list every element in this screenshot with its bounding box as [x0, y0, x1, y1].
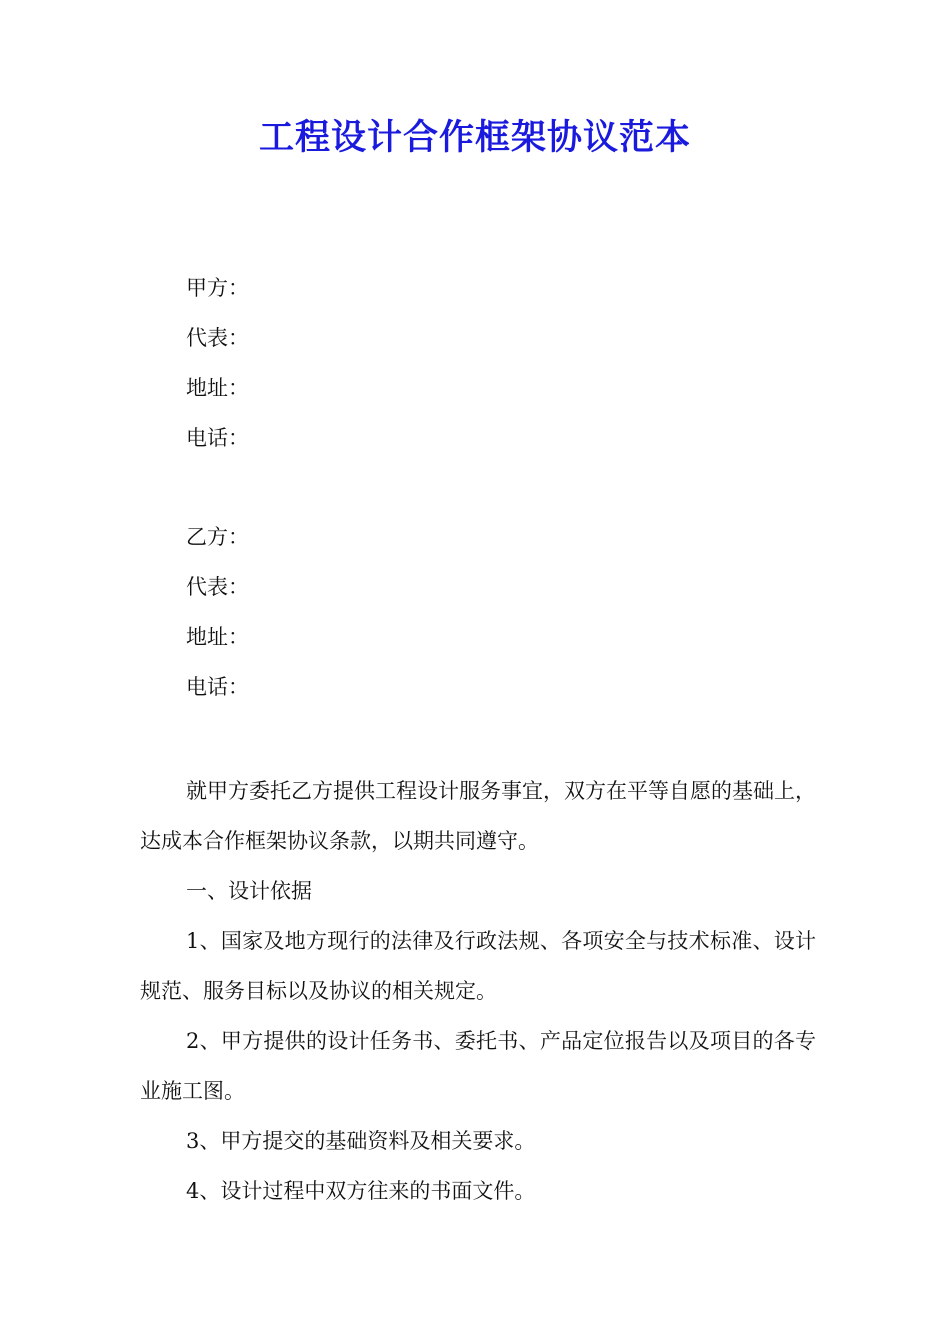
clause-3: 3、甲方提交的基础资料及相关要求。 [186, 1129, 536, 1153]
party-a-name-label: 甲方： [186, 276, 249, 300]
party-b-rep-label: 代表： [186, 575, 249, 599]
clause-4: 4、设计过程中双方往来的书面文件。 [186, 1179, 536, 1203]
section-heading-design-basis: 一、设计依据 [186, 879, 312, 903]
party-a-phone-label: 电话： [186, 426, 249, 450]
clause-1: 1、国家及地方现行的法律及行政法规、各项安全与技术标准、设计规范、服务目标以及协议的相关规定。 [140, 929, 816, 1003]
party-a-block [186, 269, 686, 469]
clause-2: 2、甲方提供的设计任务书、委托书、产品定位报告以及项目的各专业施工图。 [140, 1029, 816, 1103]
party-b-phone-label: 电话： [186, 675, 249, 699]
party-a-rep-label: 代表： [186, 326, 249, 350]
document-body [140, 766, 816, 1216]
party-b-block [186, 518, 686, 718]
party-a-address-label: 地址： [186, 376, 249, 400]
party-b-address-label: 地址： [186, 625, 249, 649]
party-b-name-label: 乙方： [186, 525, 249, 549]
document-title: 工程设计合作框架协议范本 [258, 118, 691, 158]
intro-paragraph: 就甲方委托乙方提供工程设计服务事宜，双方在平等自愿的基础上，达成本合作框架协议条款，以期共同遵守。 [140, 779, 816, 853]
